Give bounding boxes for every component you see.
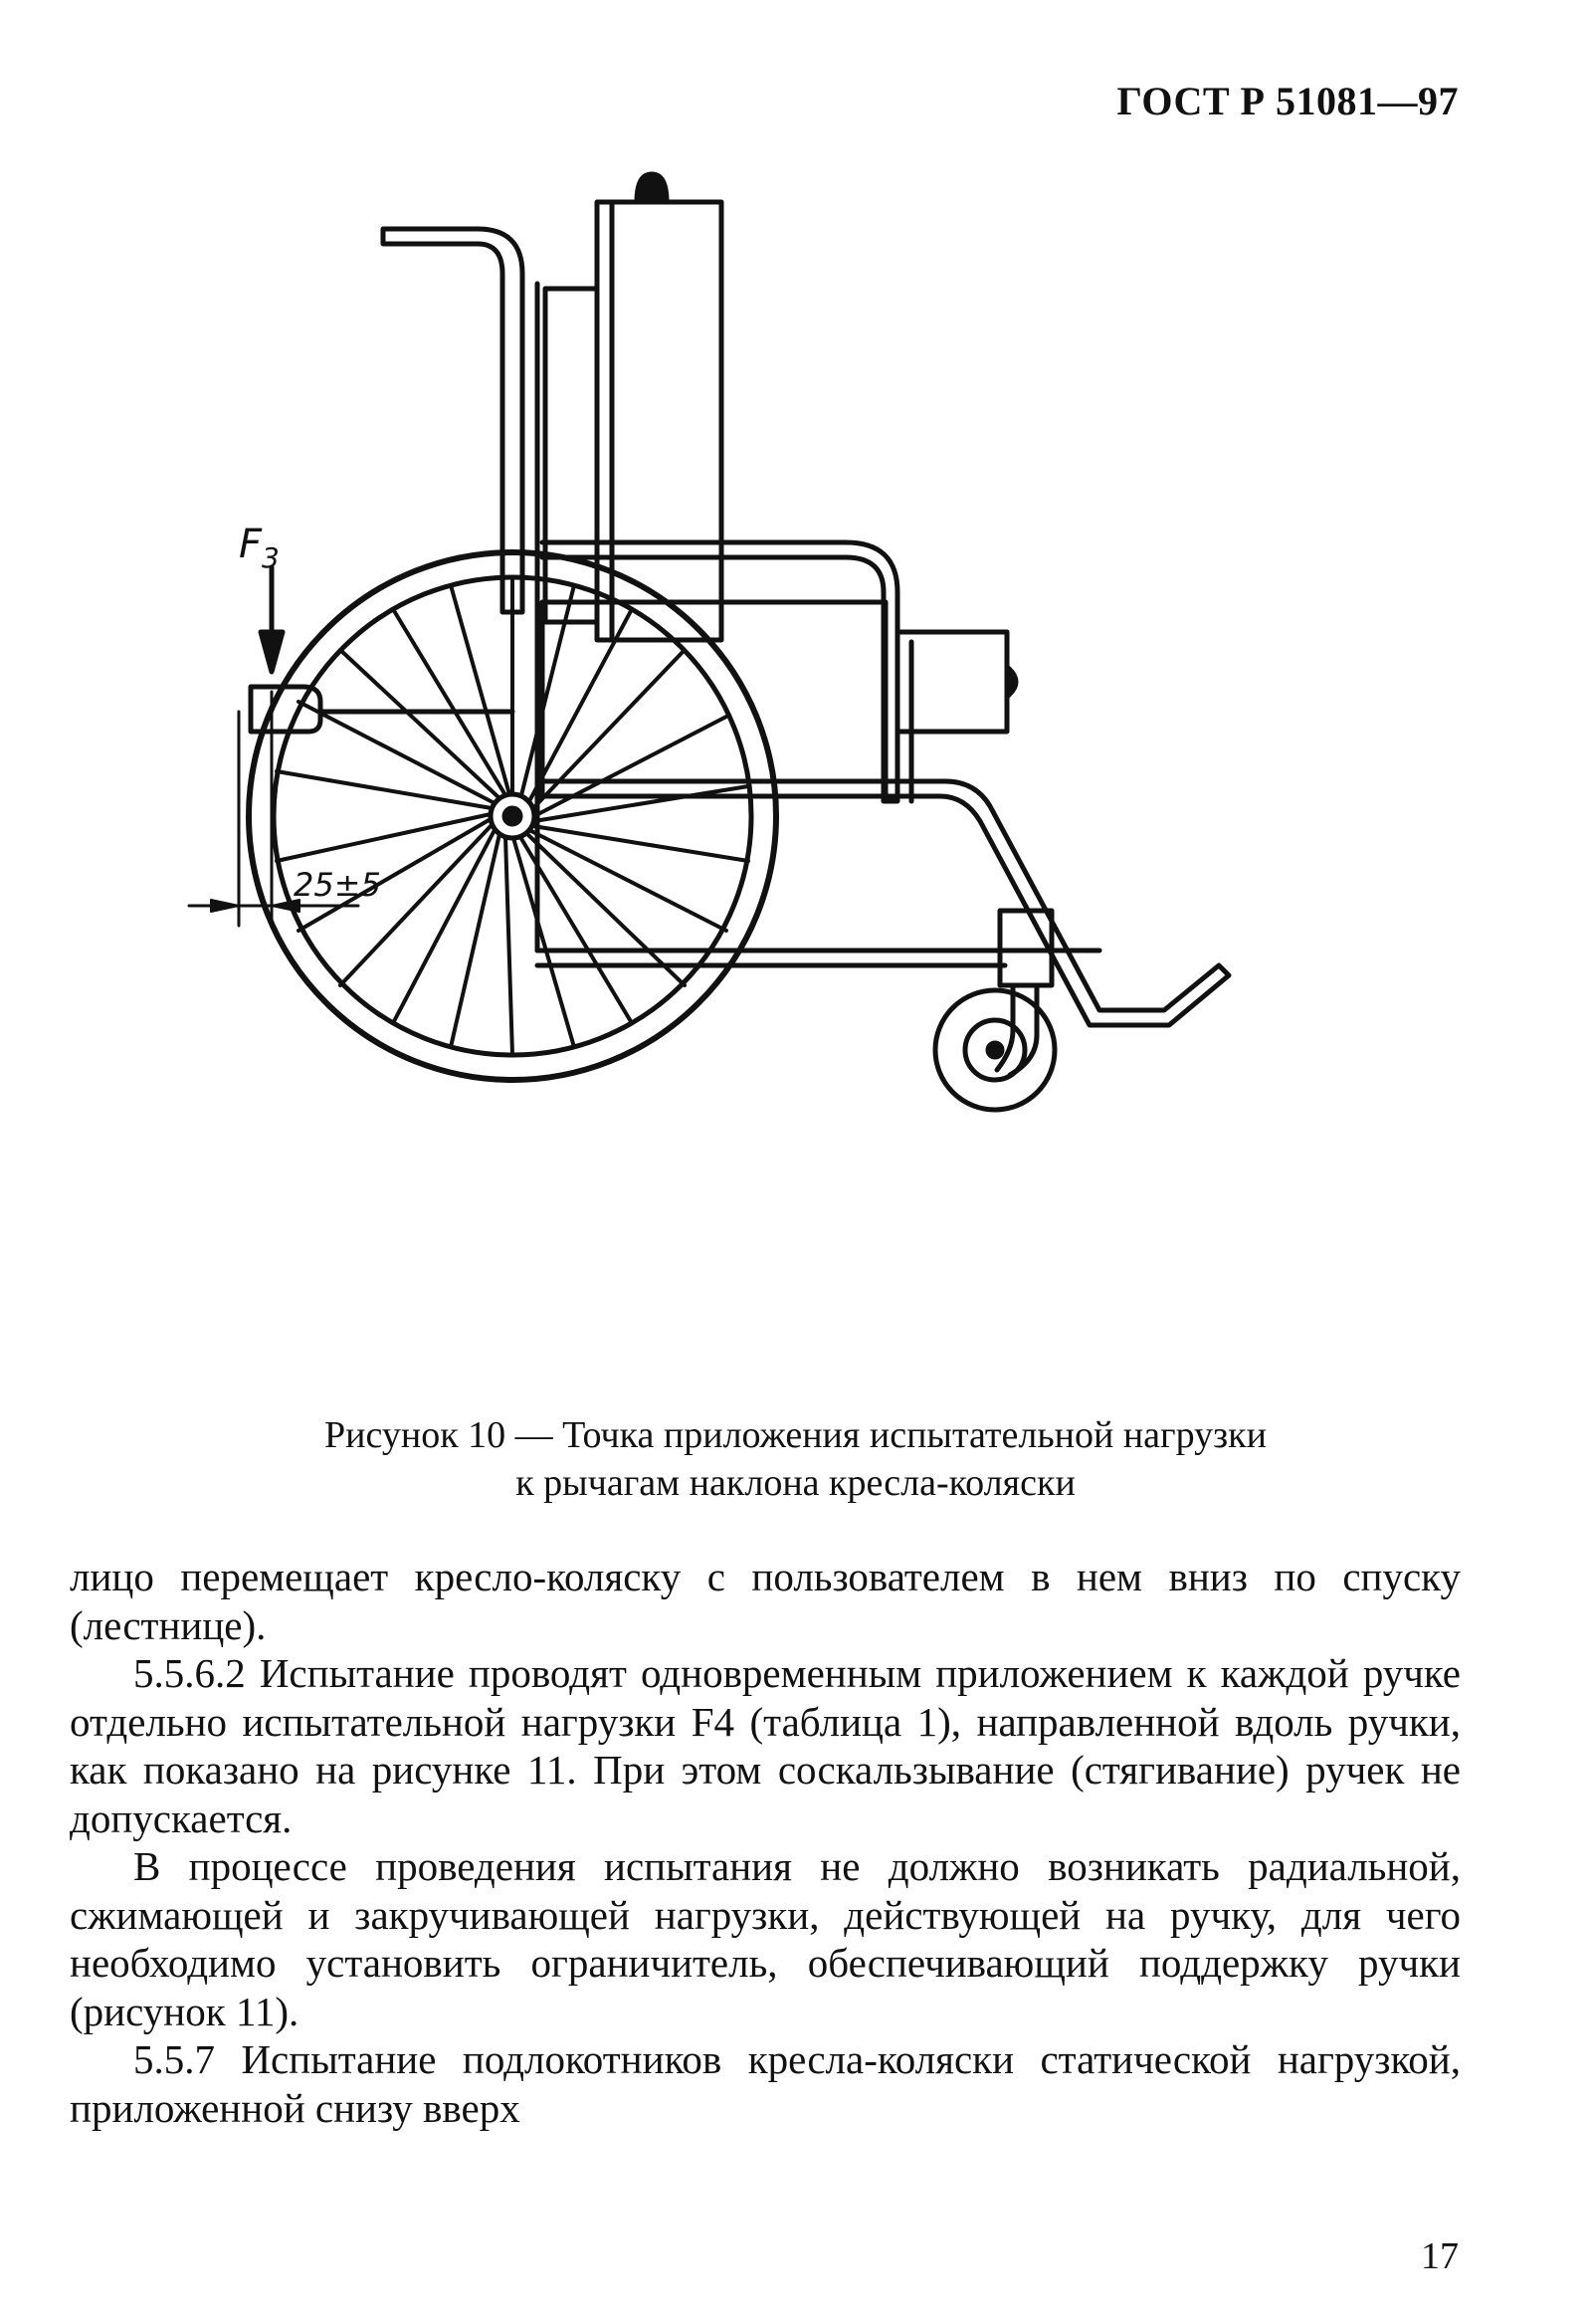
paragraph-4: 5.5.7 Испытание подлокотников кресла-коляски статической нагрузкой, приложенной снизу вверх: [70, 2036, 1461, 2131]
force-label: $F_3$: [239, 522, 280, 574]
force-arrow-head: [261, 632, 283, 672]
paragraph-1: лицо перемещает кресло-коляску с пользователем в нем вниз по спуску (лестнице).: [70, 1554, 1461, 1648]
caster-wheel-hub: [988, 1043, 1002, 1057]
lower-frame: [537, 781, 1229, 1025]
body-text: [70, 1553, 1461, 2132]
paragraph-2: 5.5.6.2 Испытание проводят одновременным приложением к каждой ручке отдельно испытательной нагрузки F4 (таблица 1), направленной вдоль ручки, как показано на рисунке 11. При этом соскальзывание (стягивание) ручек не допускается.: [70, 1650, 1461, 1841]
main-wheel-hub-inner: [504, 808, 520, 824]
paragraph-3: В процессе проведения испытания не должно возникать радиальной, сжимающей и закручивающей нагрузки, действующей на ручку, для чего необходимо установить ограничитель, обеспечивающий поддержку ручки (рисунок 11).: [70, 1843, 1461, 2034]
wheelchair-drawing: [239, 174, 1343, 1388]
caption-line-1: Рисунок 10 — Точка приложения испытательной нагрузки: [324, 1414, 1267, 1456]
figure-caption: [0, 1411, 1591, 1507]
caption-line-2: к рычагам наклона кресла-коляски: [515, 1462, 1076, 1504]
brake-knob: [1007, 667, 1016, 697]
seat-box: [542, 602, 886, 796]
dimension-arrow-left: [211, 900, 239, 912]
standard-code: ГОСТ Р 51081—97: [1116, 79, 1459, 123]
backrest-knob: [637, 174, 667, 202]
figure-wheelchair-diagram: [239, 174, 1343, 1388]
document-header: [1116, 78, 1459, 124]
backrest-back-panel: [545, 289, 597, 622]
dimension-label: 25±5: [294, 866, 381, 904]
page-number: 17: [1421, 2235, 1459, 2277]
